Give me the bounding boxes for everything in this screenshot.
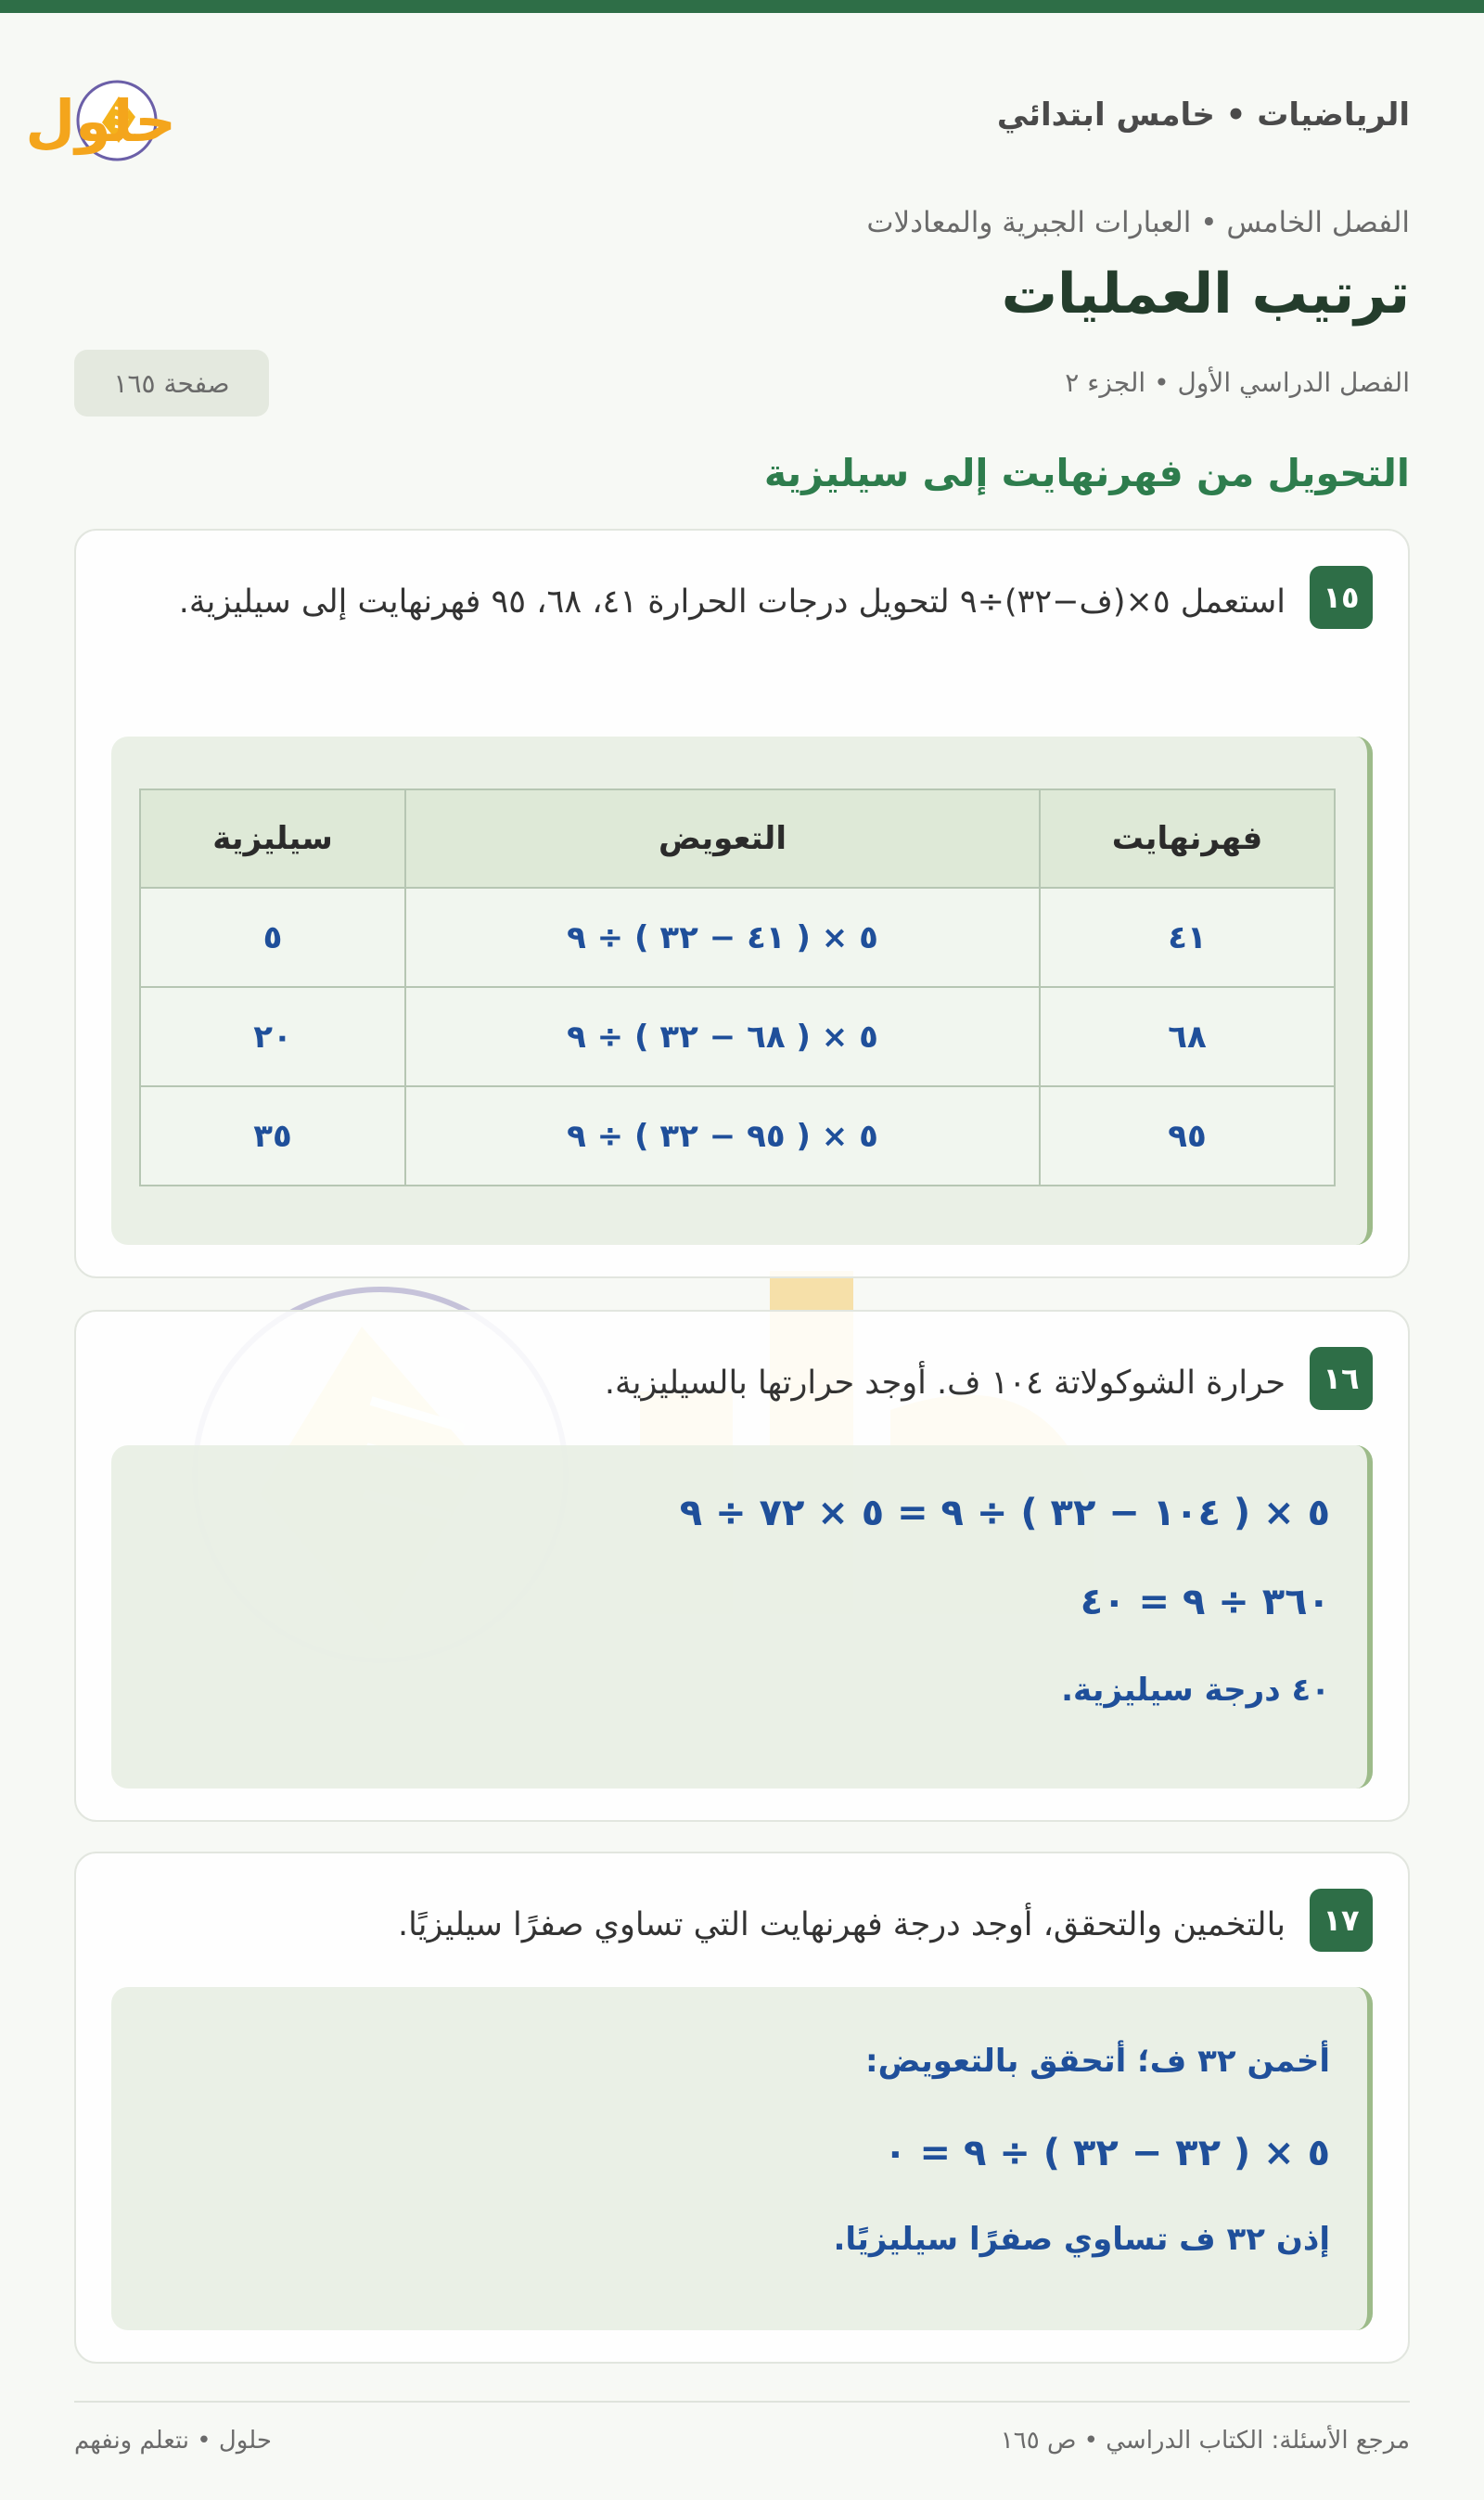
table-row xyxy=(140,1086,1335,1186)
table-cell: ٩٥ xyxy=(1040,1086,1335,1186)
solution-guess: أخمن ٣٢ ف؛ أتحقق بالتعويض: xyxy=(865,2043,1330,2080)
solution-result: إذن ٣٢ ف تساوي صفرًا سيليزيًا. xyxy=(833,2221,1330,2258)
conversion-table xyxy=(139,788,1336,1186)
hulul-logo[interactable] xyxy=(25,65,352,167)
question-number: ١٥ xyxy=(1310,566,1373,629)
question-number: ١٦ xyxy=(1310,1347,1373,1410)
table-cell: ٦٨ xyxy=(1040,987,1335,1086)
table-cell: ٥ × ( ٦٨ − ٣٢ ) ÷ ٩ xyxy=(405,987,1040,1086)
table-cell: ٤١ xyxy=(1040,888,1335,987)
question-card-15 xyxy=(74,529,1410,1278)
chapter-label: الفصل الخامس • العبارات الجبرية والمعادلات xyxy=(866,206,1410,239)
table-cell: ٢٠ xyxy=(140,987,405,1086)
logo-text: حلول xyxy=(25,87,176,155)
footer-divider xyxy=(74,2401,1410,2403)
table-header-row xyxy=(140,789,1335,888)
question-text: استعمل ٥×(ف−٣٢)÷٩ لتحويل درجات الحرارة ٤١، ٦٨، ٩٥ فهرنهايت إلى سيليزية. xyxy=(178,583,1286,621)
question-card-17 xyxy=(74,1852,1410,2364)
table-cell: ٣٥ xyxy=(140,1086,405,1186)
footer-brand: حلول • نتعلم ونفهم xyxy=(74,2427,272,2455)
table-row xyxy=(140,888,1335,987)
page-number-badge: صفحة ١٦٥ xyxy=(74,350,269,417)
table-row xyxy=(140,987,1335,1086)
column-header-celsius: سيليزية xyxy=(140,789,405,888)
page-title: ترتيب العمليات xyxy=(1001,262,1410,327)
table-cell: ٥ xyxy=(140,888,405,987)
table-cell: ٥ × ( ٩٥ − ٣٢ ) ÷ ٩ xyxy=(405,1086,1040,1186)
section-title: التحويل من فهرنهايت إلى سيليزية xyxy=(763,451,1410,495)
column-header-substitution: التعويض xyxy=(405,789,1040,888)
page-header xyxy=(25,65,1410,167)
solution-check: ٥ × ( ٣٢ − ٣٢ ) ÷ ٩ = ٠ xyxy=(884,2132,1330,2174)
semester-label: الفصل الدراسي الأول • الجزء ٢ xyxy=(1065,367,1410,398)
answer-box xyxy=(111,1445,1373,1788)
question-number: ١٧ xyxy=(1310,1889,1373,1952)
question-text: حرارة الشوكولاتة ١٠٤ ف. أوجد حرارتها بالسيليزية. xyxy=(604,1365,1286,1402)
table-cell: ٥ × ( ٤١ − ٣٢ ) ÷ ٩ xyxy=(405,888,1040,987)
logo-icon xyxy=(25,65,352,167)
question-text: بالتخمين والتحقق، أوجد درجة فهرنهايت التي تساوي صفرًا سيليزيًا. xyxy=(397,1906,1286,1943)
solution-step-1: ٥ × ( ١٠٤ − ٣٢ ) ÷ ٩ = ٥ × ٧٢ ÷ ٩ xyxy=(679,1492,1330,1534)
column-header-fahrenheit: فهرنهايت xyxy=(1040,789,1335,888)
subject-label: الرياضيات • خامس ابتدائي xyxy=(996,96,1410,134)
top-accent-bar xyxy=(0,0,1484,13)
answer-box xyxy=(111,1987,1373,2330)
solution-step-2: ٣٦٠ ÷ ٩ = ٤٠ xyxy=(1080,1581,1330,1623)
answer-box xyxy=(111,737,1373,1245)
footer-reference: مرجع الأسئلة: الكتاب الدراسي • ص ١٦٥ xyxy=(1000,2427,1410,2455)
question-card-16 xyxy=(74,1310,1410,1822)
solution-result: ٤٠ درجة سيليزية. xyxy=(1061,1672,1330,1709)
